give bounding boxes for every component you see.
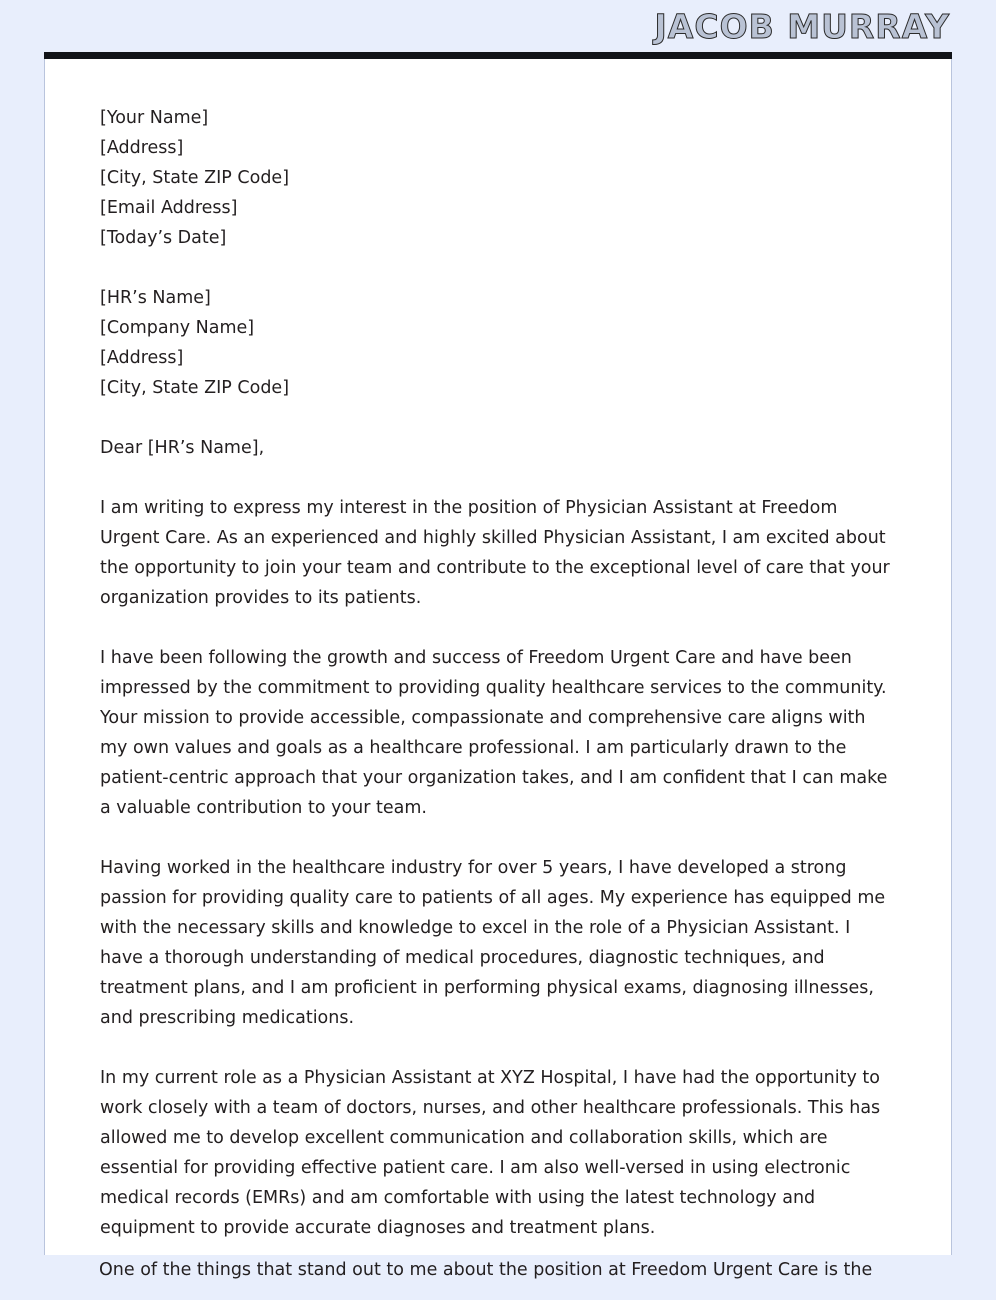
page-title: JACOB MURRAY	[654, 6, 950, 46]
letter-paragraph: I am writing to express my interest in the position of Physician Assistant at Freedom Urgent Care. As an experienced and highly skilled Physician Assistant, I am excited about the opportunity to join your team and contribute to the exceptional level of care that your organization provides to its patients.	[100, 498, 890, 608]
next-page-preview: One of the things that stand out to me about the position at Freedom Urgent Care is the	[44, 1255, 952, 1300]
recipient-line: [City, State ZIP Code]	[100, 378, 290, 398]
letter-sheet-wrapper	[44, 59, 952, 1300]
sender-line: [City, State ZIP Code]	[100, 168, 290, 188]
recipient-line: [Company Name]	[100, 318, 255, 338]
spacer	[100, 253, 893, 283]
letter-paragraph: Having worked in the healthcare industry for over 5 years, I have developed a strong passion for providing quality care to patients of all ages. My experience has equipped me with the necessary skills and knowledge to excel in the role of a Physician Assistant. I have a thorough understanding of medical procedures, diagnostic techniques, and treatment plans, and I am proficient in performing physical exams, diagnosing illnesses, and prescribing medications.	[100, 858, 886, 1028]
document-header	[0, 0, 996, 52]
recipient-line: [Address]	[100, 348, 184, 368]
letter-body	[45, 59, 951, 1243]
letter-paragraph: In my current role as a Physician Assistant at XYZ Hospital, I have had the opportunity to work closely with a team of doctors, nurses, and other healthcare professionals. This has allowed me to develop excellent communication and collaboration skills, which are essential for providing effective patient care. I am also well-versed in using electronic medical records (EMRs) and am comfortable with using the latest technology and equipment to provide accurate diagnoses and treatment plans.	[100, 1068, 881, 1238]
letter-sheet	[44, 59, 952, 1300]
spacer	[100, 463, 893, 493]
recipient-line: [HR’s Name]	[100, 288, 211, 308]
sender-line: [Address]	[100, 138, 184, 158]
salutation: Dear [HR’s Name],	[100, 438, 265, 458]
sender-address-block	[100, 103, 893, 253]
sender-line: [Email Address]	[100, 198, 238, 218]
header-divider	[44, 52, 952, 59]
recipient-address-block	[100, 283, 893, 403]
sender-line: [Today’s Date]	[100, 228, 227, 248]
spacer	[100, 403, 893, 433]
letter-paragraph: I have been following the growth and success of Freedom Urgent Care and have been impressed by the commitment to providing quality healthcare services to the community. Your mission to provide accessible, compassionate and comprehensive care aligns with my own values and goals as a healthcare professional. I am particularly drawn to the patient-centric approach that your organization takes, and I am confident that I can make a valuable contribution to your team.	[100, 648, 888, 818]
sender-line: [Your Name]	[100, 108, 209, 128]
